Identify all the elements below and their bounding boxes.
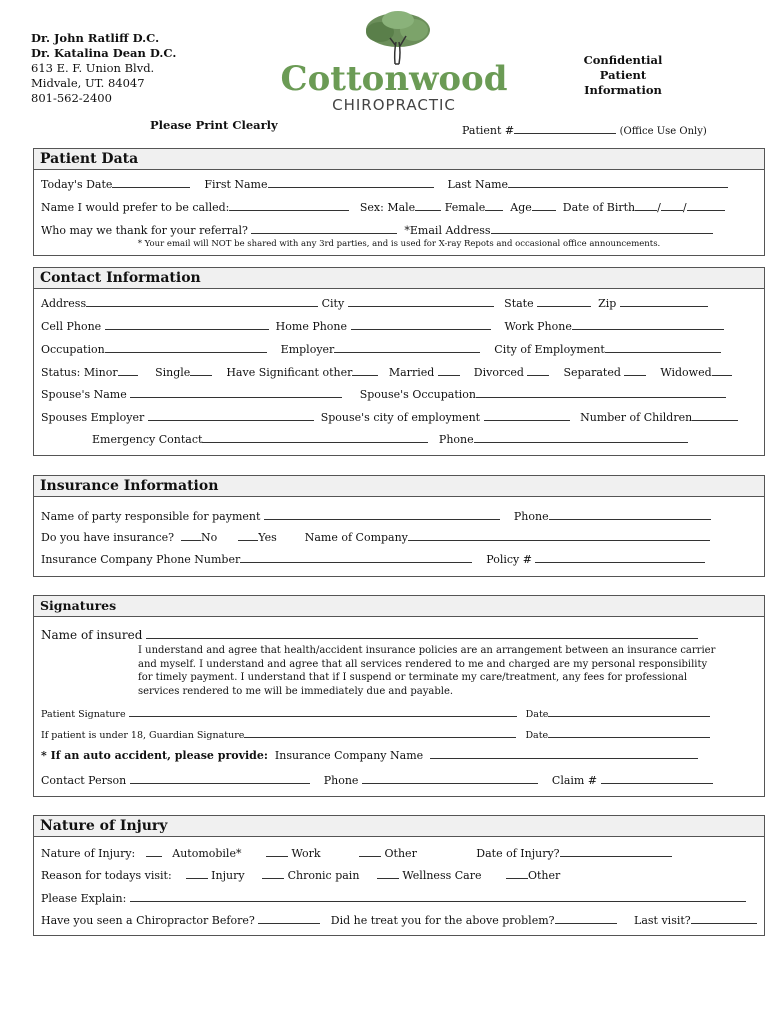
contact-row-spouse	[41, 387, 726, 401]
office-phone: 801-562-2400	[31, 91, 112, 105]
patient-row-1	[41, 177, 728, 191]
employer-label: Employer	[280, 343, 335, 356]
wellness-label: Wellness Care	[402, 869, 482, 882]
last-name-field[interactable]	[508, 177, 728, 188]
emergency-phone-label: Phone	[438, 433, 474, 446]
insured-field[interactable]	[146, 628, 698, 639]
sig-other-label: Have Significant other	[226, 366, 353, 379]
nature-label: Nature of Injury:	[41, 847, 136, 860]
female-field[interactable]	[485, 200, 503, 211]
section-title-insurance: Insurance Information	[34, 476, 764, 497]
referral-label: Who may we thank for your referral?	[41, 224, 248, 237]
chronic-field[interactable]	[262, 868, 284, 879]
injury-row-2	[41, 868, 560, 882]
injury-row-3	[41, 891, 746, 905]
patient-signature-row	[41, 706, 710, 720]
spouse-city-field[interactable]	[484, 410, 570, 421]
contact-row-status	[41, 365, 732, 379]
zip-label: Zip	[598, 297, 617, 310]
responsible-phone-field[interactable]	[549, 509, 711, 520]
contact-row-spouse-employer	[41, 410, 738, 424]
single-field[interactable]	[190, 365, 212, 376]
patient-row-2	[41, 200, 725, 214]
office-use-label: (Office Use Only)	[619, 126, 707, 137]
contact-phone-field[interactable]	[362, 773, 538, 784]
city-employment-field[interactable]	[605, 342, 721, 353]
home-phone-field[interactable]	[351, 319, 491, 330]
insurance-row-3	[41, 552, 705, 566]
minor-field[interactable]	[118, 365, 138, 376]
have-insurance-label: Do you have insurance?	[41, 531, 175, 544]
todays-date-field[interactable]	[112, 177, 190, 188]
widowed-field[interactable]	[712, 365, 732, 376]
doctor-name-2: Dr. Katalina Dean D.C.	[31, 46, 177, 60]
insurance-row-2	[41, 530, 710, 544]
doctor-name-1: Dr. John Ratliff D.C.	[31, 31, 160, 45]
referral-field[interactable]	[251, 223, 397, 234]
responsible-label: Name of party responsible for payment	[41, 510, 261, 523]
address-field[interactable]	[86, 296, 318, 307]
dob-slash: /	[657, 201, 661, 214]
date-injury-field[interactable]	[560, 846, 672, 857]
separated-field[interactable]	[624, 365, 646, 376]
print-clearly-label: Please Print Clearly	[150, 118, 278, 132]
chiro-before-label: Have you seen a Chiropractor Before?	[41, 914, 255, 927]
email-note: * Your email will NOT be shared with any 3rd parties, and is used for X-ray Repots and occasional office announcements.	[137, 239, 661, 249]
date-injury-label: Date of Injury?	[476, 847, 560, 860]
patient-data-section	[33, 148, 765, 256]
other-field[interactable]	[359, 846, 381, 857]
ins-company-label: Insurance Company Name	[274, 749, 424, 762]
patient-sig-date-label: Date	[525, 709, 549, 720]
guardian-signature-row	[41, 727, 710, 741]
injury-section	[33, 815, 765, 936]
address-label: Address	[41, 297, 87, 310]
company-name-label: Name of Company	[304, 531, 408, 544]
age-label: Age	[510, 201, 532, 214]
responsible-field[interactable]	[264, 509, 500, 520]
patient-number-label: Patient #	[462, 124, 515, 137]
children-field[interactable]	[692, 410, 738, 421]
todays-date-label: Today's Date	[41, 178, 113, 191]
contact-row-1	[41, 296, 708, 310]
policy-field[interactable]	[535, 552, 705, 563]
section-title-patient-data: Patient Data	[34, 149, 764, 170]
company-phone-label: Insurance Company Phone Number	[41, 553, 241, 566]
cell-phone-field[interactable]	[105, 319, 269, 330]
contact-row-3	[41, 342, 721, 356]
insured-label: Name of insured	[41, 628, 143, 642]
first-name-label: First Name	[204, 178, 268, 191]
spouse-employer-label: Spouses Employer	[41, 411, 145, 424]
city-employment-label: City of Employment	[494, 343, 605, 356]
spouse-name-label: Spouse's Name	[41, 388, 127, 401]
confidential-label-1: Confidential	[583, 53, 663, 67]
city-label: City	[321, 297, 345, 310]
female-label: Female	[444, 201, 486, 214]
work-field[interactable]	[266, 846, 288, 857]
insurance-yes-field[interactable]	[238, 530, 258, 541]
injury-row-1	[41, 846, 672, 860]
guardian-signature-label: If patient is under 18, Guardian Signature	[41, 730, 245, 741]
section-title-injury: Nature of Injury	[34, 816, 764, 837]
dob-month-field[interactable]	[635, 200, 657, 211]
chiro-before-field[interactable]	[258, 913, 320, 924]
male-field[interactable]	[415, 200, 441, 211]
guardian-signature-field[interactable]	[244, 727, 516, 738]
insurance-no-field[interactable]	[181, 530, 201, 541]
contact-row-emergency	[92, 432, 688, 446]
children-label: Number of Children	[580, 411, 693, 424]
address-line-1: 613 E. F. Union Blvd.	[31, 61, 155, 75]
cottonwood-logo	[280, 6, 508, 118]
address-line-2: Midvale, UT. 84047	[31, 76, 145, 90]
ins-company-field[interactable]	[430, 748, 698, 759]
patient-signature-label: Patient Signature	[41, 709, 126, 720]
emergency-contact-field[interactable]	[202, 432, 428, 443]
work-phone-field[interactable]	[572, 319, 724, 330]
work-label: Work	[291, 847, 321, 860]
patient-sig-date-field[interactable]	[548, 706, 710, 717]
patient-signature-field[interactable]	[129, 706, 517, 717]
contact-person-row	[41, 773, 713, 787]
contact-phone-label: Phone	[323, 774, 359, 787]
insured-row	[41, 628, 698, 642]
confidential-label-2: Patient	[599, 68, 647, 82]
insurance-row-1	[41, 509, 711, 523]
first-name-field[interactable]	[268, 177, 434, 188]
spouse-occupation-field[interactable]	[476, 387, 726, 398]
no-label: No	[201, 531, 218, 544]
home-phone-label: Home Phone	[275, 320, 348, 333]
last-visit-field[interactable]	[691, 913, 757, 924]
prefer-name-label: Name I would prefer to be called:	[41, 201, 230, 214]
injury-label: Injury	[211, 869, 245, 882]
occupation-field[interactable]	[105, 342, 267, 353]
spouse-employer-field[interactable]	[148, 410, 314, 421]
other2-label: Other	[527, 869, 561, 882]
dob-year-field[interactable]	[687, 200, 725, 211]
last-name-label: Last Name	[447, 178, 509, 191]
cell-phone-label: Cell Phone	[41, 320, 102, 333]
auto-accident-row	[41, 748, 698, 762]
logo-brand-text: Cottonwood	[280, 59, 508, 99]
spouse-name-field[interactable]	[130, 387, 342, 398]
occupation-label: Occupation	[41, 343, 105, 356]
section-title-contact: Contact Information	[34, 268, 764, 289]
chronic-label: Chronic pain	[287, 869, 360, 882]
emergency-contact-label: Emergency Contact	[92, 433, 203, 446]
guardian-date-label: Date	[525, 730, 549, 741]
yes-label: Yes	[258, 531, 277, 544]
patient-number-field[interactable]	[514, 123, 616, 134]
dob-slash: /	[682, 201, 687, 214]
agreement-paragraph: I understand and agree that health/accident insurance policies are an arrangement between an insurance carrier and myself. I understand and agree that all services rendered to me and charged are my personal responsibility for timely payment. I understand that if I suspend or terminate my care/treatment, any fees for professional services rendered to me will be immediately due and payable.	[138, 645, 716, 697]
widowed-label: Widowed	[660, 366, 712, 379]
claim-label: Claim #	[551, 774, 598, 787]
automobile-label: Automobile*	[172, 847, 242, 860]
age-field[interactable]	[532, 200, 556, 211]
did-treat-field[interactable]	[555, 913, 617, 924]
contact-row-2	[41, 319, 724, 333]
section-title-signatures: Signatures	[34, 596, 764, 617]
divorced-label: Divorced	[473, 366, 524, 379]
patient-row-3	[41, 223, 713, 237]
spouse-city-label: Spouse's city of employment	[320, 411, 481, 424]
signatures-section	[33, 595, 765, 797]
city-field[interactable]	[348, 296, 494, 307]
patient-number-row	[462, 123, 707, 137]
sex-male-label: Sex: Male	[359, 201, 416, 214]
other2-field[interactable]	[506, 868, 528, 879]
contact-person-field[interactable]	[130, 773, 310, 784]
emergency-phone-field[interactable]	[474, 432, 688, 443]
contact-person-label: Contact Person	[41, 774, 127, 787]
married-field[interactable]	[438, 365, 460, 376]
married-label: Married	[388, 366, 435, 379]
other-label: Other	[384, 847, 417, 860]
state-label: State	[504, 297, 534, 310]
separated-label: Separated	[563, 366, 621, 379]
dob-label: Date of Birth	[562, 201, 636, 214]
zip-field[interactable]	[620, 296, 708, 307]
guardian-date-field[interactable]	[548, 727, 710, 738]
sig-other-field[interactable]	[352, 365, 378, 376]
email-label: *Email Address	[404, 224, 491, 237]
responsible-phone-label: Phone	[513, 510, 549, 523]
prefer-name-field[interactable]	[229, 200, 349, 211]
injury-row-4	[41, 913, 757, 927]
spouse-occupation-label: Spouse's Occupation	[359, 388, 476, 401]
confidential-label-3: Information	[584, 83, 662, 97]
work-phone-label: Work Phone	[504, 320, 572, 333]
state-field[interactable]	[537, 296, 591, 307]
reason-label: Reason for todays visit:	[41, 869, 172, 882]
logo-sub-text: CHIROPRACTIC	[332, 96, 456, 114]
insurance-section	[33, 475, 765, 577]
single-label: Single	[155, 366, 191, 379]
contact-section	[33, 267, 765, 456]
company-name-field[interactable]	[408, 530, 710, 541]
auto-accident-label: * If an auto accident, please provide:	[41, 749, 268, 762]
injury-field[interactable]	[186, 868, 208, 879]
claim-field[interactable]	[601, 773, 713, 784]
wellness-field[interactable]	[377, 868, 399, 879]
dob-day-field[interactable]	[661, 200, 683, 211]
policy-label: Policy #	[486, 553, 532, 566]
email-field[interactable]	[491, 223, 713, 234]
divorced-field[interactable]	[527, 365, 549, 376]
last-visit-label: Last visit?	[634, 914, 691, 927]
automobile-field[interactable]	[146, 846, 162, 857]
explain-field[interactable]	[130, 891, 746, 902]
employer-field[interactable]	[334, 342, 480, 353]
did-treat-label: Did he treat you for the above problem?	[330, 914, 555, 927]
explain-label: Please Explain:	[41, 892, 127, 905]
status-minor-label: Status: Minor	[41, 366, 118, 379]
company-phone-field[interactable]	[240, 552, 472, 563]
